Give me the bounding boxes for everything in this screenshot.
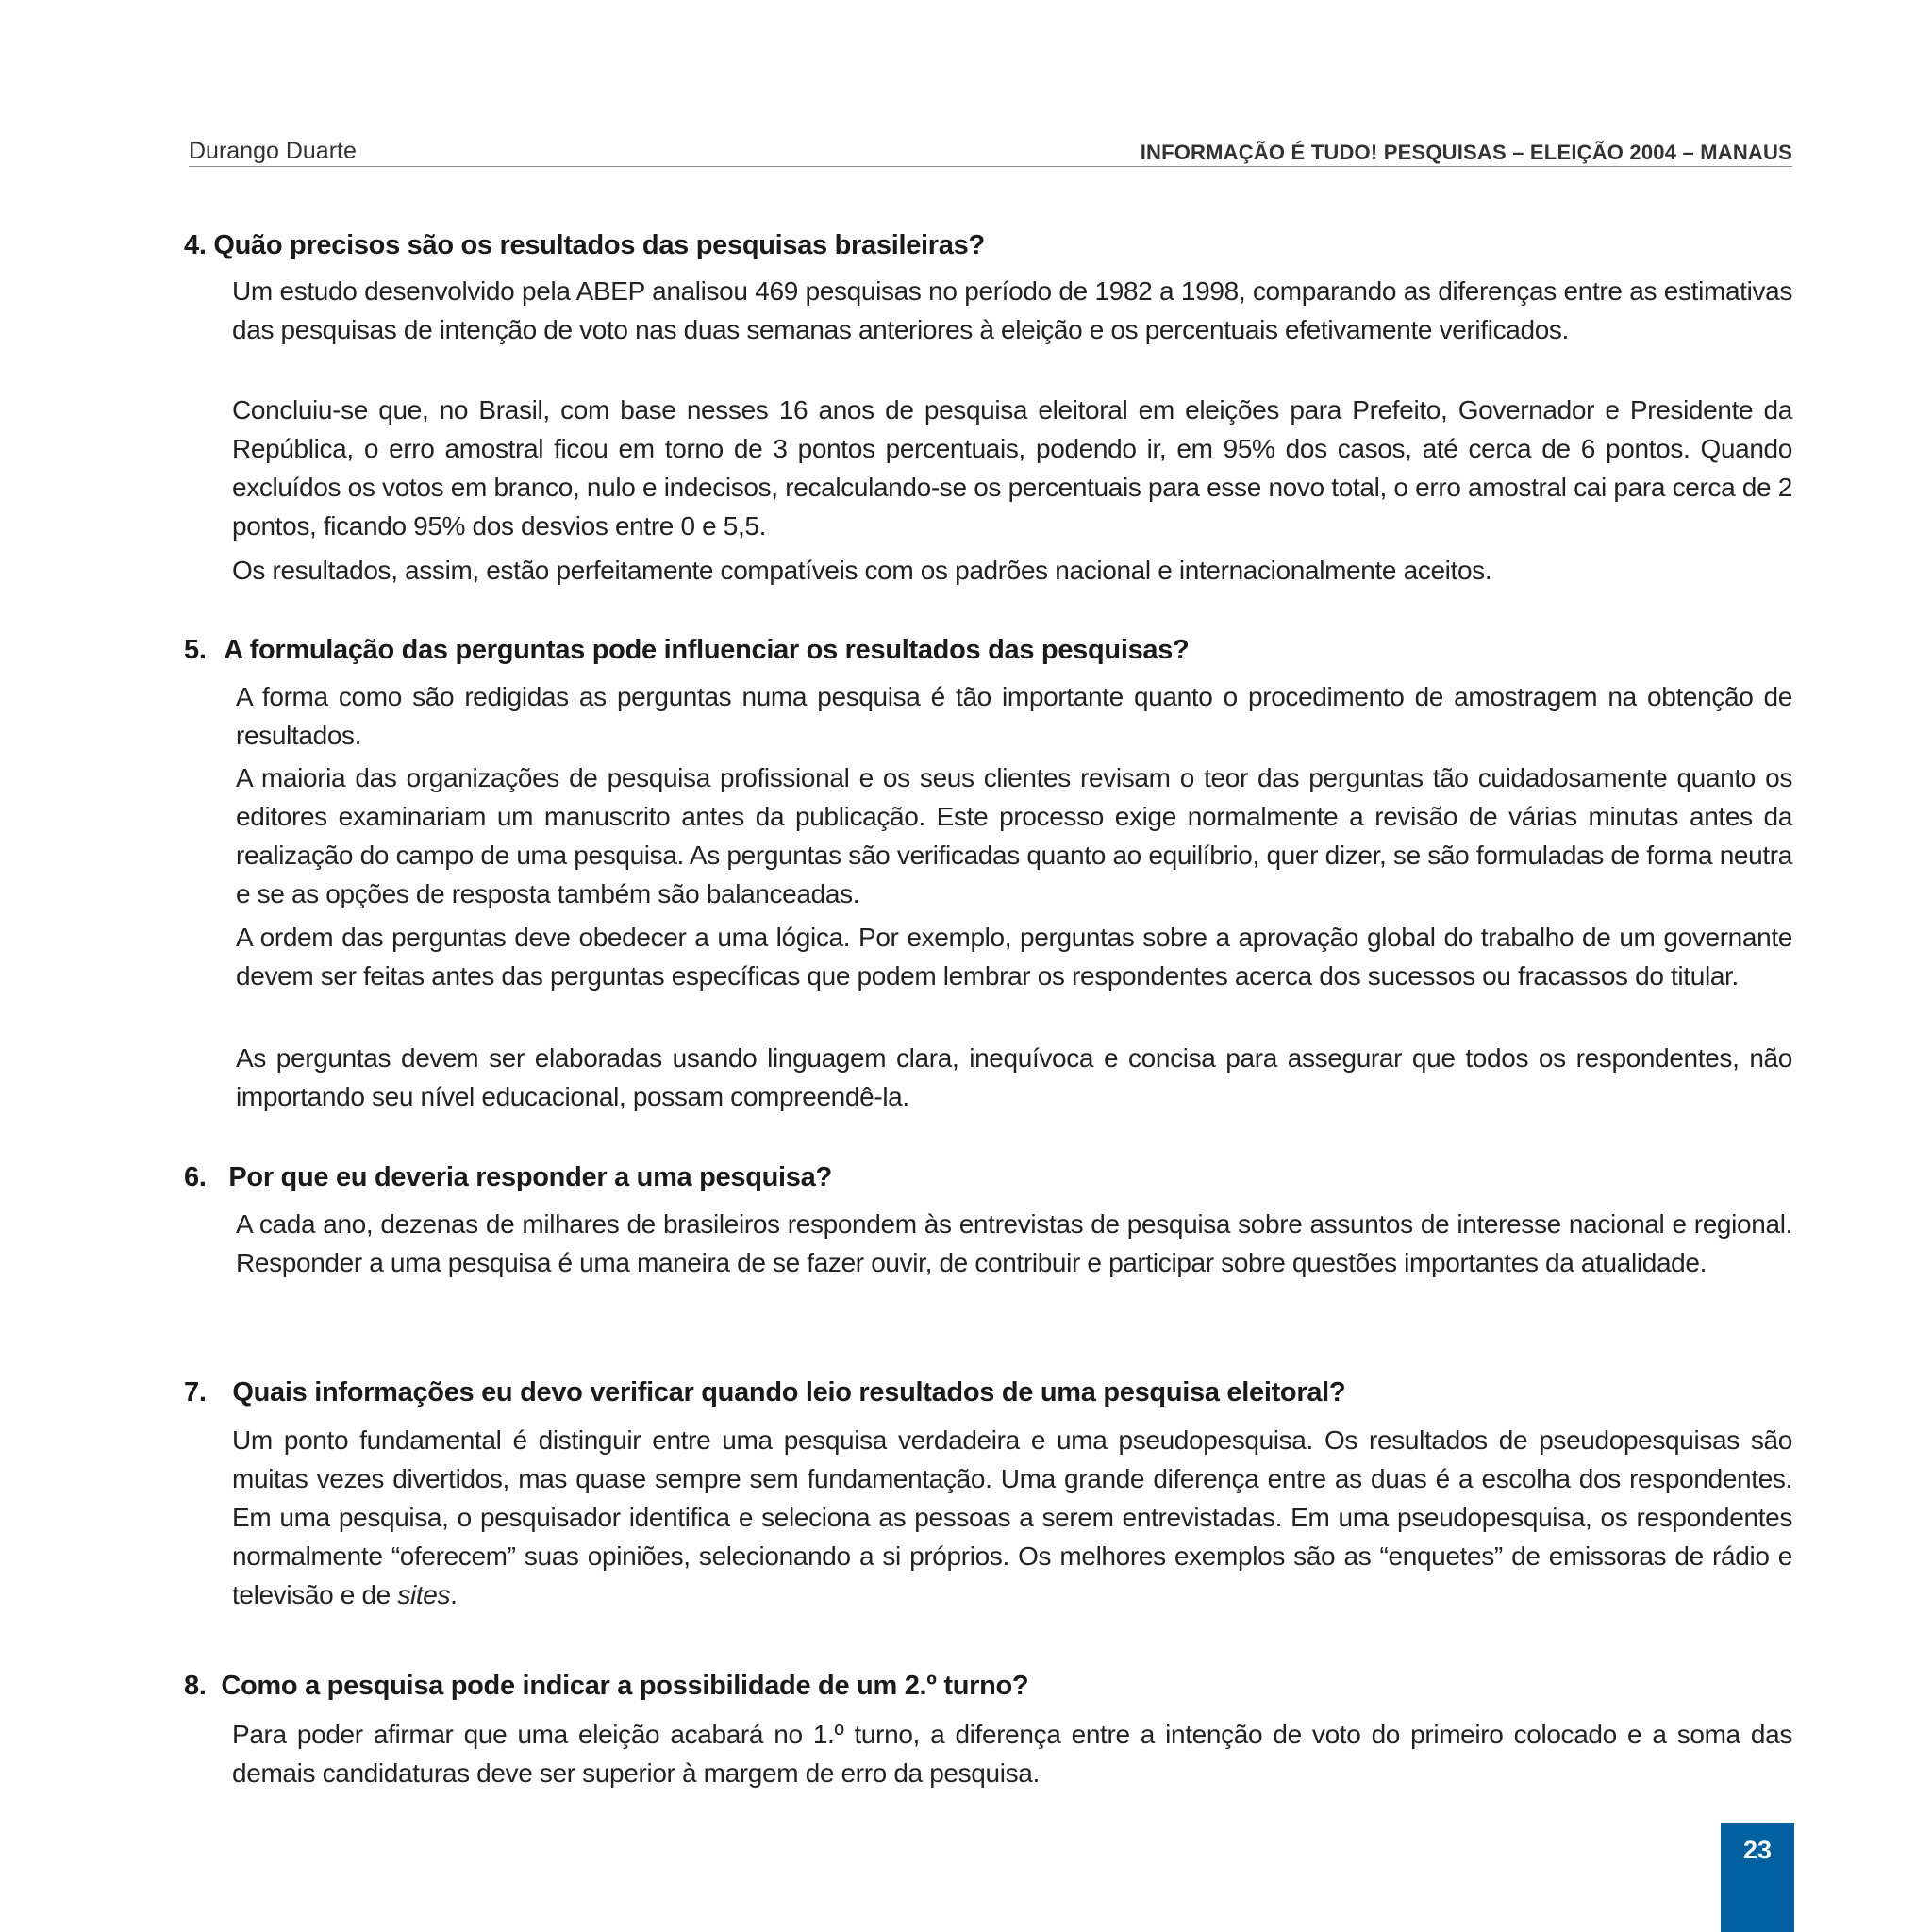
section-6-paragraph-1: A cada ano, dezenas de milhares de brasileiros respondem às entrevistas de pesquisa sobre assuntos de interesse nacional e regional. Responder a uma pesquisa é uma maneira de se fazer ouvir, de contribuir e participar sobre questões importantes da atualidade. <box>236 1209 1792 1277</box>
section-heading: A formulação das perguntas pode influenciar os resultados das pesquisas? <box>224 635 1190 665</box>
section-8-title <box>184 1671 1028 1702</box>
page-number: 23 <box>1742 1836 1773 1864</box>
section-5-title <box>184 635 1189 666</box>
section-number: 5. <box>184 635 207 665</box>
page-number-box <box>1721 1823 1794 1932</box>
header-author: Durango Duarte <box>189 138 357 164</box>
section-number: 4. <box>184 230 207 260</box>
section-heading: Quão precisos são os resultados das pesquisas brasileiras? <box>213 230 985 260</box>
section-8-paragraph-1: Para poder afirmar que uma eleição acabará no 1.º turno, a diferença entre a intenção de voto do primeiro colocado e a soma das demais candidaturas deve ser superior à margem de erro da pesquisa. <box>232 1720 1792 1788</box>
section-5-paragraph-2: A maioria das organizações de pesquisa profissional e os seus clientes revisam o teor das perguntas tão cuidadosamente quanto os editores examinariam um manuscrito antes da publicação. Este processo exige normalmente a revisão de várias minutas antes da realização do campo de uma pesquisa. As perguntas são verificadas quanto ao equilíbrio, quer dizer, se são formuladas de forma neutra e se as opções de resposta também são balanceadas. <box>236 763 1792 908</box>
italic-word: sites <box>397 1580 451 1609</box>
section-number: 8. <box>184 1671 207 1701</box>
section-5-paragraph-1: A forma como são redigidas as perguntas numa pesquisa é tão importante quanto o procedimento de amostragem na obtenção de resultados. <box>236 682 1792 750</box>
section-4-paragraph-1: Um estudo desenvolvido pela ABEP analisou 469 pesquisas no período de 1982 a 1998, comparando as diferenças entre as estimativas das pesquisas de intenção de voto nas duas semanas anteriores à eleição e os percentuais efetivamente verificados. <box>232 276 1792 344</box>
section-number: 7. <box>184 1377 207 1407</box>
section-6-title <box>184 1162 832 1193</box>
section-heading: Como a pesquisa pode indicar a possibilidade de um 2.º turno? <box>221 1671 1029 1701</box>
section-4-title <box>184 230 985 261</box>
header-title: INFORMAÇÃO É TUDO! PESQUISAS – ELEIÇÃO 2004 – MANAUS <box>1140 141 1792 164</box>
section-4-paragraph-2: Concluiu-se que, no Brasil, com base nesses 16 anos de pesquisa eleitoral em eleições para Prefeito, Governador e Presidente da República, o erro amostral ficou em torno de 3 pontos percentuais, podendo ir, em 95% dos casos, até cerca de 6 pontos. Quando excluídos os votos em branco, nulo e indecisos, recalculando-se os percentuais para esse novo total, o erro amostral cai para cerca de 2 pontos, ficando 95% dos desvios entre 0 e 5,5. <box>232 395 1792 541</box>
section-7-title <box>184 1377 1345 1408</box>
section-5-paragraph-4: As perguntas devem ser elaboradas usando linguagem clara, inequívoca e concisa para assegurar que todos os respondentes, não importando seu nível educacional, possam compreendê-la. <box>236 1043 1792 1111</box>
section-4-paragraph-3: Os resultados, assim, estão perfeitamente compatíveis com os padrões nacional e internacionalmente aceitos. <box>232 556 1492 585</box>
section-heading: Quais informações eu devo verificar quando leio resultados de uma pesquisa eleitoral? <box>232 1377 1346 1407</box>
section-heading: Por que eu deveria responder a uma pesquisa? <box>228 1162 832 1192</box>
section-5-paragraph-3: A ordem das perguntas deve obedecer a uma lógica. Por exemplo, perguntas sobre a aprovação global do trabalho de um governante devem ser feitas antes das perguntas específicas que podem lembrar os respondentes acerca dos sucessos ou fracassos do titular. <box>236 923 1792 991</box>
section-number: 6. <box>184 1162 207 1192</box>
page-header <box>189 138 1792 167</box>
section-7-paragraph-1: Um ponto fundamental é distinguir entre uma pesquisa verdadeira e uma pseudopesquisa. Os resultados de pseudopesquisas são muitas vezes divertidos, mas quase sempre sem fundamentação. Uma grande diferença entre as duas é a escolha dos respondentes. Em uma pesquisa, o pesquisador identifica e seleciona as pessoas a serem entrevistadas. Em uma pseudopesquisa, os respondentes normalmente “oferecem” suas opiniões, selecionando a si próprios. Os melhores exemplos são as “enquetes” de emissoras de rádio e televisão e de sites. <box>232 1425 1792 1609</box>
